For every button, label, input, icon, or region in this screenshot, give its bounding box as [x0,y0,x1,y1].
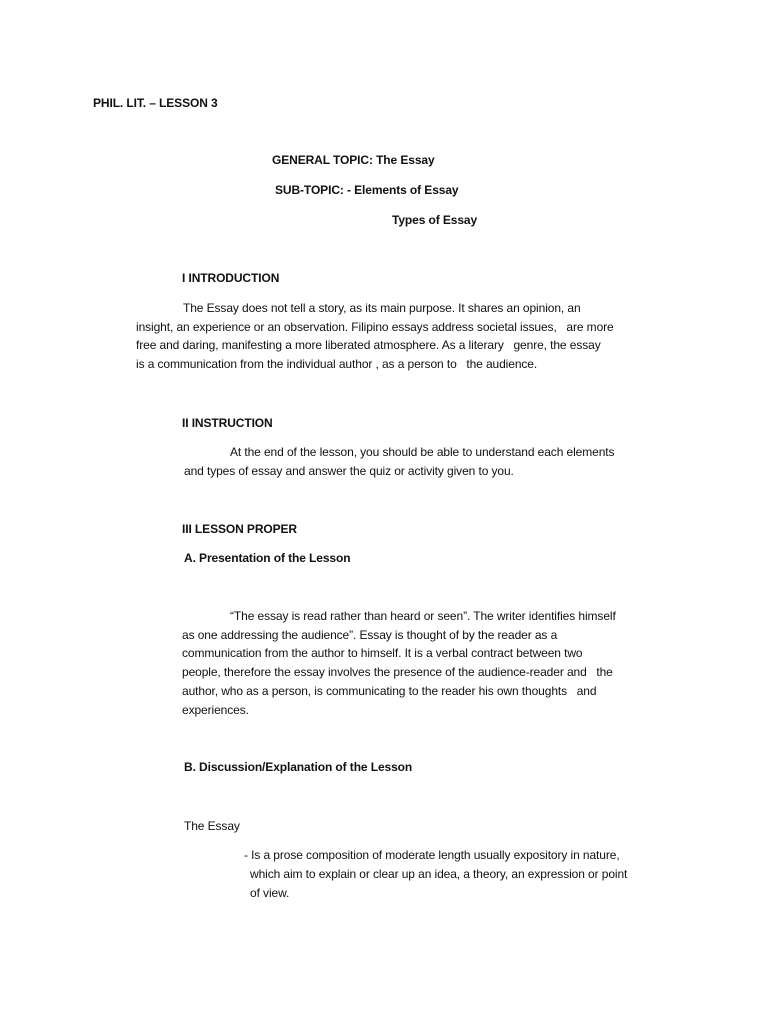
presentation-line: experiences. [182,703,249,717]
instruction-line: At the end of the lesson, you should be able to understand each elements [230,445,615,459]
sub-topic: SUB-TOPIC: - Elements of Essay [275,183,459,197]
introduction-heading: I INTRODUCTION [182,271,280,285]
introduction-line: is a communication from the individual author , as a person to the audience. [136,357,538,371]
presentation-heading: A. Presentation of the Lesson [184,551,351,565]
introduction-line: The Essay does not tell a story, as its main purpose. It shares an opinion, an [183,301,581,315]
lesson-proper-heading: III LESSON PROPER [182,522,297,536]
definition-line: of view. [250,886,290,900]
presentation-line: “The essay is read rather than heard or seen”. The writer identifies himself [230,609,616,623]
introduction-line: insight, an experience or an observation. Filipino essays address societal issues, are more [136,320,614,334]
sub-topic-types: Types of Essay [392,213,478,227]
presentation-line: author, who as a person, is communicating to the reader his own thoughts and [182,684,597,698]
essay-label: The Essay [184,819,240,833]
discussion-heading: B. Discussion/Explanation of the Lesson [184,760,413,774]
general-topic: GENERAL TOPIC: The Essay [272,153,435,167]
instruction-line: and types of essay and answer the quiz or activity given to you. [184,464,514,478]
instruction-heading: II INSTRUCTION [182,416,273,430]
presentation-line: communication from the author to himself. It is a verbal contract between two [182,646,583,660]
definition-line: - Is a prose composition of moderate length usually expository in nature, [244,848,620,862]
definition-line: which aim to explain or clear up an idea, a theory, an expression or point [250,867,628,881]
introduction-line: free and daring, manifesting a more liberated atmosphere. As a literary genre, the essay [136,338,601,352]
lesson-title: PHIL. LIT. – LESSON 3 [93,96,218,110]
presentation-line: people, therefore the essay involves the presence of the audience-reader and the [182,665,613,679]
presentation-line: as one addressing the audience”. Essay is thought of by the reader as a [182,628,558,642]
